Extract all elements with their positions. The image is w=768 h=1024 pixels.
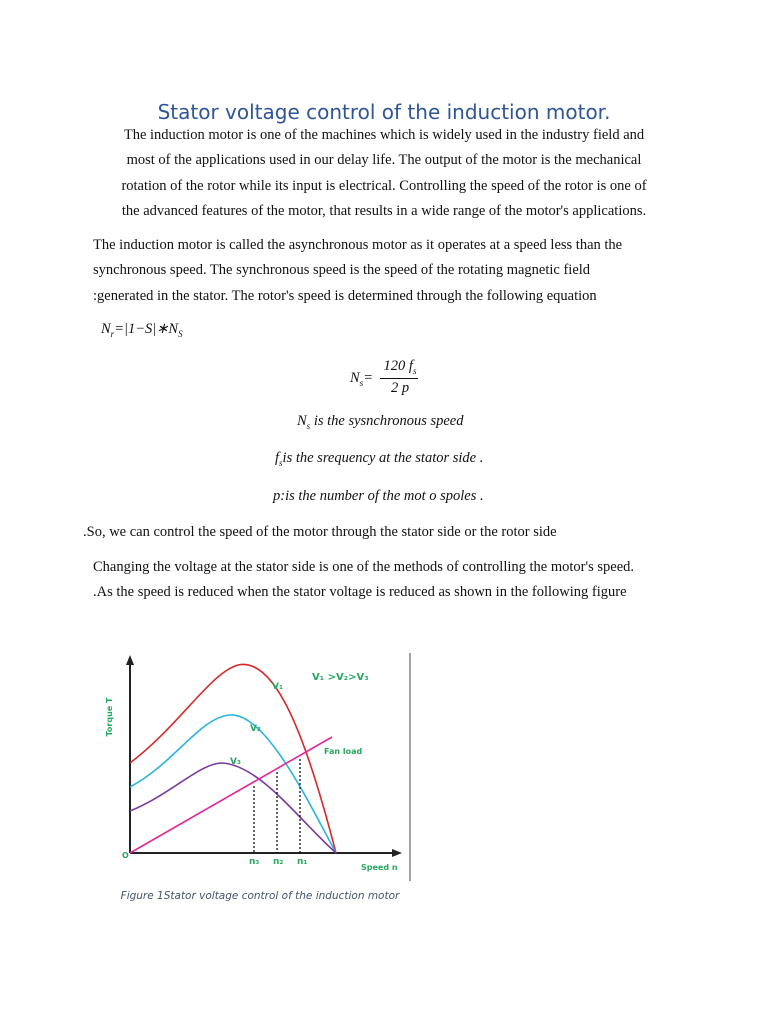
text-line: synchronous speed. The synchronous speed is the speed of the rotating magnetic field <box>93 262 591 279</box>
definition-p: p:is the number of the mot o spoles . <box>273 488 484 504</box>
x-axis-label: Speed n <box>361 863 398 872</box>
v3-label: V₃ <box>230 757 241 767</box>
origin-label: O <box>122 851 129 860</box>
text-line: Changing the voltage at the stator side is one of the methods of controlling the motor's speed. <box>93 559 635 575</box>
n3-label: n₃ <box>249 857 260 867</box>
text-line: The induction motor is called the asynchronous motor as it operates at a speed less than the <box>93 237 623 253</box>
n2-label: n₂ <box>273 857 284 867</box>
n1-label: n₁ <box>297 857 308 867</box>
series-v3-curve <box>130 763 336 853</box>
torque-speed-figure <box>100 645 420 885</box>
page-title: Stator voltage control of the induction motor. <box>157 100 611 124</box>
fraction-denominator: 2 p <box>390 380 410 396</box>
y-axis-arrow <box>126 655 134 665</box>
definition-fs: $f_sis$ the srequency at the stator side . <box>275 450 484 468</box>
definition-ns: $N_s$ is the sysnchronous speed <box>297 413 464 431</box>
paragraph-control-sides <box>83 520 683 545</box>
rotor-speed-equation: $N_r=|1-S|∗N_S$ <box>101 321 183 339</box>
text-line: The induction motor is one of the machines which is widely used in the industry field and <box>123 127 645 143</box>
text-line: most of the applications used in our delay life. The output of the motor is the mechanical <box>126 152 642 169</box>
v1-label: V₁ <box>272 682 283 692</box>
relation-label: V₁ >V₂>V₃ <box>312 672 369 683</box>
text-line: the advanced features of the motor, that results in a wide range of the motor's applications. <box>121 202 647 219</box>
torque-speed-chart <box>100 645 420 885</box>
paragraph-intro <box>98 123 670 224</box>
fraction-numerator: 120 $f_s$ <box>383 358 417 376</box>
text-line: .So, we can control the speed of the motor through the stator side or the rotor side <box>83 524 557 540</box>
y-axis-label: Torque T <box>105 697 114 737</box>
text-line: rotation of the rotor while its input is electrical. Controlling the speed of the rotor is one of <box>121 177 647 194</box>
text-line: .As the speed is reduced when the stator voltage is reduced as shown in the following figure <box>93 584 627 601</box>
paragraph-voltage-method <box>93 555 693 606</box>
x-axis-arrow <box>392 849 402 857</box>
fan-load-label: Fan load <box>324 747 363 756</box>
fraction-bar <box>380 378 418 379</box>
v2-label: V₂ <box>250 724 261 734</box>
paragraph-asynchronous <box>93 233 683 309</box>
figure-caption: Figure 1Stator voltage control of the induction motor <box>120 890 400 902</box>
text-line: :generated in the stator. The rotor's speed is determined through the following equation <box>93 287 597 304</box>
